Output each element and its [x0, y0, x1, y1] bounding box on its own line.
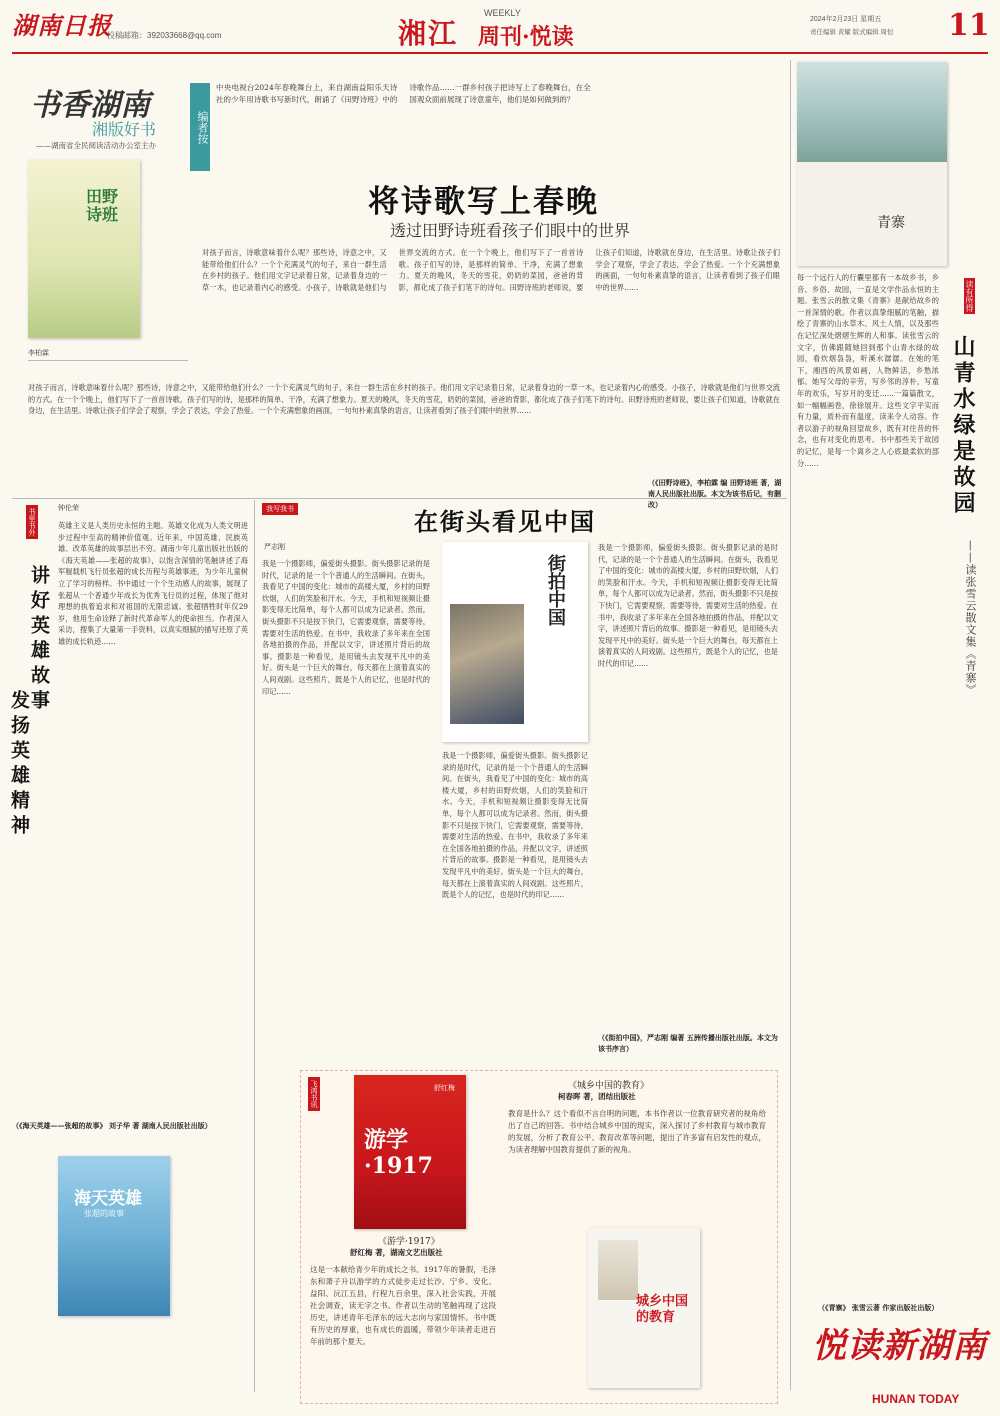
bottom-left-body: 这是一本献给青少年的成长之书。1917年的暑假，毛泽东和萧子升以游学的方式徒步走过长沙、宁乡、安化、益阳、沅江五县，行程九百余里，深入社会实践，开展社会调查，读无字之书。作者以生动的笔触再现了这段历史，讲述青年毛泽东的远大志向与家国情怀。书中既有历史的厚重，也有成长的温暖，带领少年读者走进百年前的那个夏天。 [310, 1265, 496, 1346]
left-credit: （《海天英雄——张超的故事》 刘子华 著 湖南人民出版社出版） [12, 1121, 212, 1130]
middle-body-right: 我是一个摄影师，偏爱街头摄影。街头摄影记录的是时代，记录的是一个个普通人的生活瞬间。在街头，我看见了中国的变化：城市的高楼大厦，乡村的田野炊烟，人们的笑脸和汗水。今天，手机和短视频让摄影变得无比简单，每个人都可以成为记录者。然而，街头摄影不只是按下快门，它需要观察，需要等待，需要对生活的热爱。在书中，我收录了多年来在全国各地拍摄的作品，并配以文字，讲述照片背后的故事。摄影是一种看见，是用镜头去发现平凡中的美好。街头是一个巨大的舞台，每天都在上演着真实的人间戏剧。这些照片，既是个人的记忆，也是时代的印记…… [598, 543, 778, 668]
right-body: 每一个远行人的行囊里都有一本故乡书，乡音、乡俗、故园，一直是文学作品永恒的主题。张雪云的散文集《青寨》是献给故乡的一首深情的歌。作者以真挚细腻的笔触，描绘了青寨的山水草木、风土人情，以及那些在记忆深处熠熠生辉的人和事。读张雪云的文字，仿佛跟随她回到那个山青水绿的故园，看炊烟袅袅，听溪水潺潺。在她的笔下，湘西的风景如画，人物鲜活，乡愁浓郁。她写父母的辛劳，写乡邻的淳朴，写童年的欢乐，写岁月的变迁……一篇篇散文，如一幅幅画卷，徐徐展开。这些文字平实而有力量，质朴而有温度，读来令人动容。作者以游子的视角回望故乡，既有对往昔的怀念，也有对变化的思考。书中那些关于故园的记忆，是每一个离乡之人心底最柔软的部分…… [797, 273, 939, 468]
right-book-title: 青寨 [877, 215, 905, 231]
feature-body: 对孩子而言，诗歌意味着什么呢？那些诗，诗意之中，又能带给他们什么？一个个充满灵气的句子，来自一群生活在乡村的孩子。他们用文字记录着日常，记录着身边的一草一木，也记录着内心的感受。小孩子，诗歌就是他们与世界交流的方式。在一个个晚上，他们写下了一首首诗歌。孩子们写的诗，是那样的简单、干净，充满了想象力。夏天的晚风，冬天的雪花，奶奶的菜园，爸爸的背影，都化成了孩子们笔下的诗句。田野诗班的老师说，要让孩子们知道，诗歌就在身边，在生活里。诗歌让孩子们学会了观察，学会了表达，学会了热爱。一个个充满想象的画面，一句句朴素真挚的语言，让读者看到了孩子们眼中的世界…… [28, 383, 780, 416]
feature-title: 将诗歌写上春晚 [368, 184, 599, 220]
middle-tag: 我写我书 [262, 503, 298, 515]
section-name: 湘江 [398, 17, 459, 50]
bottom-right-book-cover [588, 1228, 700, 1388]
footer-brand: 悦读新湖南 [812, 1326, 987, 1366]
bottom-left-caption-credit: 舒红梅 著，湖南文艺出版社 [350, 1248, 443, 1257]
bottom-left-book-author: 舒红梅 [434, 1084, 455, 1092]
middle-body-left: 我是一个摄影师，偏爱街头摄影。街头摄影记录的是时代，记录的是一个个普通人的生活瞬间。在街头，我看见了中国的变化：城市的高楼大厦，乡村的田野炊烟，人们的笑脸和汗水。今天，手机和短视频让摄影变得无比简单，每个人都可以成为记录者。然而，街头摄影不只是按下快门，它需要观察，需要等待，需要对生活的热爱。在书中，我收录了多年来在全国各地拍摄的作品，并配以文字，讲述照片背后的故事。摄影是一种看见，是用镜头去发现平凡中的美好。街头是一个巨大的舞台，每天都在上演着真实的人间戏剧。这些照片，既是个人的记忆，也是时代的印记…… [262, 559, 430, 696]
bottom-left-book-cover [354, 1075, 466, 1229]
left-tag: 书里书外 [26, 505, 38, 539]
bottom-tag: 飞鸿书讯 [308, 1077, 320, 1111]
left-column-rule [254, 500, 255, 1392]
feature-book-rule [28, 360, 188, 361]
feature-credit: （《田野诗班》，李柏霖 编 田野诗班 著，湖南人民出版社出版。本文为该书后记，有删改） [648, 478, 782, 509]
feature-body-upper: 对孩子而言，诗歌意味着什么呢？那些诗，诗意之中，又能带给他们什么？一个个充满灵气的句子，来自一群生活在乡村的孩子。他们用文字记录着日常，记录着身边的一草一木，也记录着内心的感受。小孩子，诗歌就是他们与世界交流的方式。在一个个晚上，他们写下了一首首诗歌。孩子们写的诗，是那样的简单、干净，充满了想象力。夏天的晚风，冬天的雪花，奶奶的菜园，爸爸的背影，都化成了孩子们笔下的诗句。田野诗班的老师说，要让孩子们知道，诗歌就在身边，在生活里。诗歌让孩子们学会了观察，学会了表达，学会了热爱。一个个充满想象的画面，一句句朴素真挚的语言，让读者看到了孩子们眼中的世界…… [202, 248, 780, 292]
left-title-part1: 讲好英雄故事 [28, 565, 50, 715]
banner-brand: 书香湖南 [30, 88, 150, 123]
right-book-cover [797, 62, 947, 266]
right-title: 山青水绿是故园 [950, 335, 976, 517]
mid-rule [12, 498, 787, 499]
left-body: 英雄主义是人类历史永恒的主题。英雄文化成为人类文明进步过程中至高的精神价值观。近年来，中国英雄、民族英雄、改革英雄的故事层出不穷。湖南少年儿童出版社出版的《海天英雄——张超的故事》，以饱含深情的笔触讲述了海军舰载机飞行员张超的成长历程与英雄事迹，为少年儿童树立了学习的榜样。书中通过一个个生动感人的故事，展现了张超从一个普通少年成长为优秀飞行员的过程，体现了他对理想的执着追求和对祖国的无限忠诚。张超牺牲时年仅29岁，他用生命诠释了新时代革命军人的使命担当。作者深入采访，搜集了大量第一手资料，以真实细腻的描写还原了英雄的成长轨迹…… [58, 521, 248, 646]
masthead: 湖南日报 [12, 11, 112, 40]
left-book-cover [58, 1156, 170, 1316]
issue-date: 2024年2月23日 星期五 [810, 16, 882, 23]
editor-note-body: 中央电视台2024年春晚舞台上，来自湖南益阳乐天诗社的少年用诗歌书写新时代，朗诵了《田野诗班》中的诗歌作品……一群乡村孩子把诗写上了春晚舞台，在全国观众面前展现了诗意童年，他们是如何做到的？ [216, 83, 591, 104]
feature-book-cover [28, 160, 140, 338]
page-editors: 责任编辑 黄耀 版式编辑 周恒 [810, 29, 894, 36]
header-rule [12, 52, 988, 54]
contact-email: 投稿邮箱：392033668@qq.com [107, 31, 222, 40]
left-author: 钟伦荣 [58, 504, 79, 512]
middle-book-title: 街拍中国 [545, 554, 566, 626]
right-credit: （《青寨》 张雪云著 作家出版社出版） [818, 1303, 939, 1312]
right-column-rule [790, 60, 791, 1390]
bottom-right-caption-credit: 柯春晖 著，团结出版社 [558, 1092, 636, 1101]
middle-author: 严志刚 [264, 543, 285, 551]
weekly-label: WEEKLY [484, 8, 521, 18]
middle-credit: （《街拍中国》，严志刚 编著 五洲传播出版社出版。本文为该书序言） [598, 1033, 778, 1053]
bottom-right-body: 教育是什么？这个看似不言自明的问题，本书作者以一位教育研究者的视角给出了自己的回答。书中结合城乡中国的现实，深入探讨了乡村教育与城市教育的发展，分析了教育公平、教育改革等问题，提出了许多富有启发性的观点，为读者理解中国教育提供了新的视角。 [508, 1109, 766, 1154]
feature-book-title: 田野诗班 [86, 187, 119, 224]
bottom-right-caption-title: 《城乡中国的教育》 [568, 1081, 650, 1091]
left-book-title: 海天英雄 [74, 1189, 142, 1209]
bottom-left-caption-title: 《游学·1917》 [378, 1237, 440, 1247]
footer-brand-en: HUNAN TODAY [872, 1392, 960, 1406]
section-sub: 周刊·悦读 [478, 24, 574, 50]
right-subtitle: ——读张雪云散文集《青寨》 [964, 540, 977, 696]
left-title-part2: 发扬英雄精神 [8, 690, 30, 840]
middle-book-cover [442, 542, 588, 742]
right-tag: 读有所得 [965, 280, 974, 312]
left-book-sub: 张超的故事 [84, 1209, 124, 1218]
banner-sub: 湘版好书 [92, 120, 157, 139]
feature-subtitle: 透过田野诗班看孩子们眼中的世界 [390, 221, 631, 240]
banner-org: ——湖南省全民阅读活动办公室主办 [36, 141, 156, 150]
editor-note-label: 编者按 [190, 83, 210, 171]
middle-title: 在街头看见中国 [414, 507, 596, 536]
bottom-right-book-title: 城乡中国的教育 [636, 1294, 689, 1325]
bottom-left-book-title: 游学·1917 [364, 1127, 433, 1179]
middle-body-mid: 我是一个摄影师，偏爱街头摄影。街头摄影记录的是时代，记录的是一个个普通人的生活瞬间。在街头，我看见了中国的变化：城市的高楼大厦，乡村的田野炊烟，人们的笑脸和汗水。今天，手机和短视频让摄影变得无比简单，每个人都可以成为记录者。然而，街头摄影不只是按下快门，它需要观察，需要等待，需要对生活的热爱。在书中，我收录了多年来在全国各地拍摄的作品，并配以文字，讲述照片背后的故事。摄影是一种看见，是用镜头去发现平凡中的美好。街头是一个巨大的舞台，每天都在上演着真实的人间戏剧。这些照片，既是个人的记忆，也是时代的印记…… [442, 751, 588, 900]
page-number: 11 [948, 8, 990, 43]
feature-book-author: 李柏霖 [28, 349, 49, 357]
